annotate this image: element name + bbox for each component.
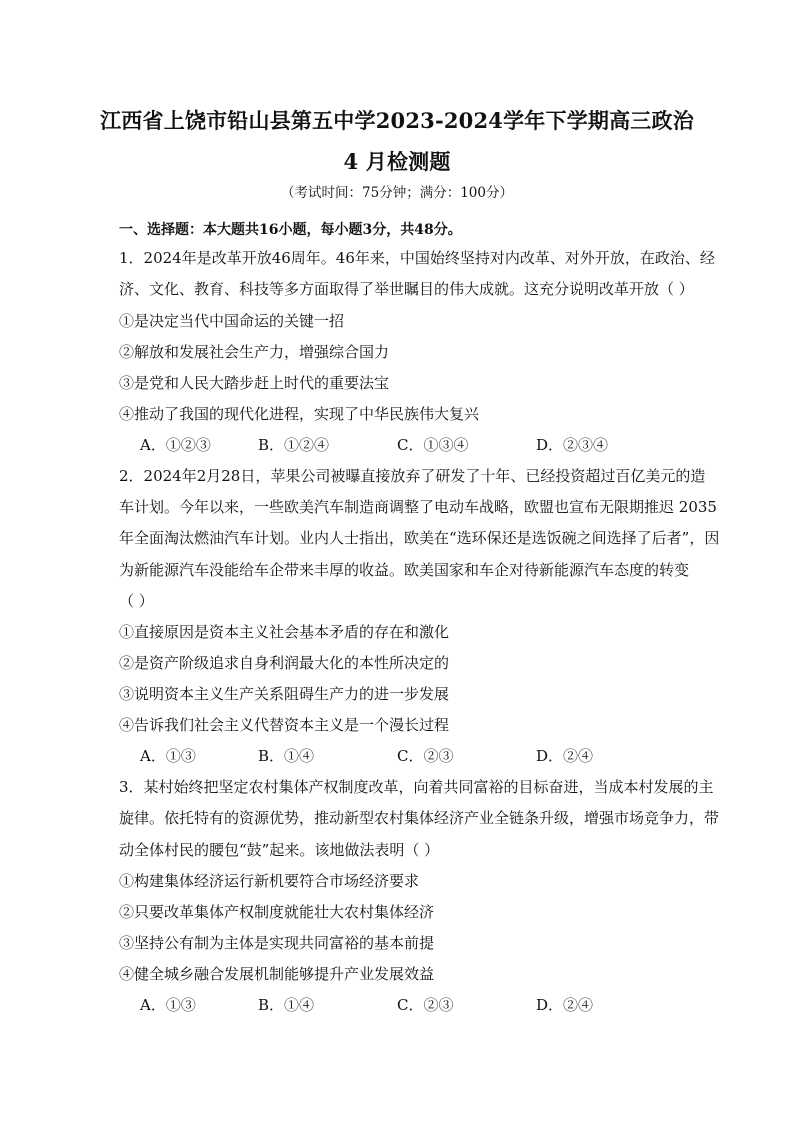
option-c[interactable]: C．②③ bbox=[397, 747, 454, 765]
answer-options bbox=[0, 995, 794, 1015]
question-stem-line: 1．2024年是改革开放46周年。46年来，中国始终坚持对内改革、对外开放，在政治、经 bbox=[119, 249, 715, 267]
exam-subtitle: （考试时间：75分钟；满分：100分） bbox=[281, 185, 513, 201]
question-stem-line: 济、文化、教育、科技等多方面取得了举世瞩目的伟大成就。这充分说明改革开放（ ） bbox=[119, 280, 694, 298]
question-stem-line: 旋律。依托特有的资源优势，推动新型农村集体经济产业全链条升级，增强市场竞争力，带 bbox=[119, 809, 720, 827]
question-stem-line: 年全面淘汰燃油汽车计划。业内人士指出，欧美在“选环保还是选饭碗之间选择了后者”，因 bbox=[119, 529, 720, 547]
statement-item: ④健全城乡融合发展机制能够提升产业发展效益 bbox=[119, 965, 435, 983]
option-c[interactable]: C．②③ bbox=[397, 996, 454, 1014]
statement-item: ④告诉我们社会主义代替资本主义是一个漫长过程 bbox=[119, 716, 450, 734]
statement-item: ③说明资本主义生产关系阻碍生产力的进一步发展 bbox=[119, 685, 450, 703]
option-d[interactable]: D．②④ bbox=[536, 747, 594, 765]
question-stem-line: 为新能源汽车没能给车企带来丰厚的收益。欧美国家和车企对待新能源汽车态度的转变 bbox=[119, 561, 690, 579]
option-d[interactable]: D．②③④ bbox=[536, 436, 609, 454]
statement-item: ④推动了我国的现代化进程，实现了中华民族伟大复兴 bbox=[119, 405, 480, 423]
option-a[interactable]: A．①③ bbox=[140, 747, 196, 765]
statement-item: ①构建集体经济运行新机要符合市场经济要求 bbox=[119, 872, 420, 890]
option-b[interactable]: B．①④ bbox=[258, 747, 315, 765]
question-stem-line: 动全体村民的腰包“鼓”起来。该地做法表明（ ） bbox=[119, 841, 440, 859]
option-b[interactable]: B．①④ bbox=[258, 996, 315, 1014]
statement-item: ②解放和发展社会生产力，增强综合国力 bbox=[119, 343, 390, 361]
question-stem-line: （ ） bbox=[119, 592, 154, 610]
question-stem-line: 3．某村始终把坚定农村集体产权制度改革，向着共同富裕的目标奋进，当成本村发展的主 bbox=[119, 778, 714, 796]
question-stem-line: 车计划。今年以来，一些欧美汽车制造商调整了电动车战略，欧盟也宣布无限期推迟 2035 bbox=[119, 498, 717, 516]
answer-options bbox=[0, 746, 794, 766]
option-c[interactable]: C．①③④ bbox=[397, 436, 469, 454]
option-d[interactable]: D．②④ bbox=[536, 996, 594, 1014]
statement-item: ①是决定当代中国命运的关键一招 bbox=[119, 312, 345, 330]
statement-item: ③坚持公有制为主体是实现共同富裕的基本前提 bbox=[119, 934, 435, 952]
option-a[interactable]: A．①③ bbox=[140, 996, 196, 1014]
section-heading: 一、选择题：本大题共16小题，每小题3分，共48分。 bbox=[119, 222, 462, 238]
statement-item: ③是党和人民大踏步赶上时代的重要法宝 bbox=[119, 374, 390, 392]
option-a[interactable]: A．①②③ bbox=[140, 436, 211, 454]
question-stem-line: 2．2024年2月28日，苹果公司被曝直接放弃了研发了十年、已经投资超过百亿美元的造 bbox=[119, 467, 706, 485]
answer-options bbox=[0, 435, 794, 455]
exam-title-line2: 4 月检测题 bbox=[343, 149, 451, 174]
exam-title-line1: 江西省上饶市铅山县第五中学2023-2024学年下学期高三政治 bbox=[100, 108, 694, 133]
statement-item: ②是资产阶级追求自身利润最大化的本性所决定的 bbox=[119, 654, 450, 672]
option-b[interactable]: B．①②④ bbox=[258, 436, 330, 454]
statement-item: ②只要改革集体产权制度就能壮大农村集体经济 bbox=[119, 903, 435, 921]
statement-item: ①直接原因是资本主义社会基本矛盾的存在和激化 bbox=[119, 623, 450, 641]
